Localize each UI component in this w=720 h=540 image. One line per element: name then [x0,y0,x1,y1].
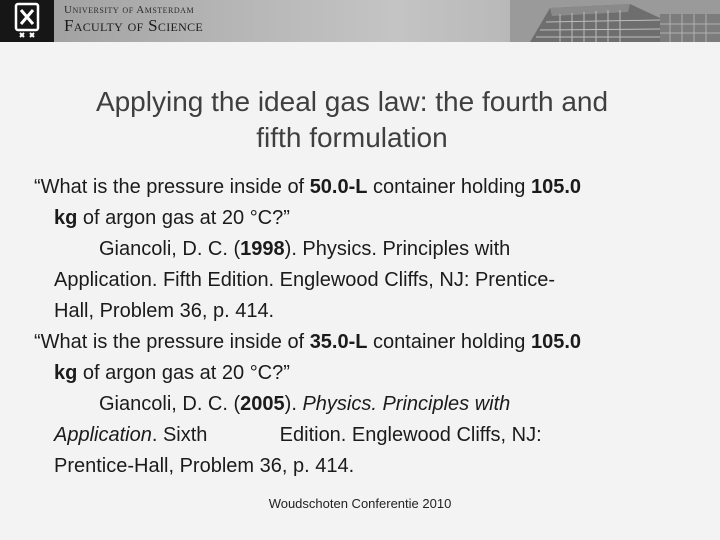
slide-title [40,84,664,156]
building-photo [510,0,720,42]
faculty-name: Faculty of Science [64,16,204,35]
uva-crest-icon [12,2,42,40]
slide-title-line-1: Applying the ideal gas law: the fourth and [95,86,609,117]
slide-title-line-2: fifth formulation [256,122,448,153]
header-banner [0,0,720,42]
question-1: “What is the pressure inside of 50.0-L container holding 105.0 kg of argon gas at 20 °C?” [34,176,582,229]
reference-1: Giancoli, D. C. (1998). Physics. Principles with Application. Fifth Edition. Englewood Cliffs, NJ: Prentice- Hall, Problem 36, p. 414. [54,238,555,322]
slide-footer: Woudschoten Conferentie 2010 [268,496,452,511]
question-2: “What is the pressure inside of 35.0-L container holding 105.0 kg of argon gas at 20 °C?” [34,331,582,384]
slide-body [34,172,700,482]
reference-2: Giancoli, D. C. (2005). Physics. Principles with Application. Sixth Edition. Englewood Cliffs, NJ: Prentice-Hall, Problem 36, p. 414. [54,393,542,477]
uva-logo [0,0,54,42]
university-name: University of Amsterdam [64,4,195,16]
